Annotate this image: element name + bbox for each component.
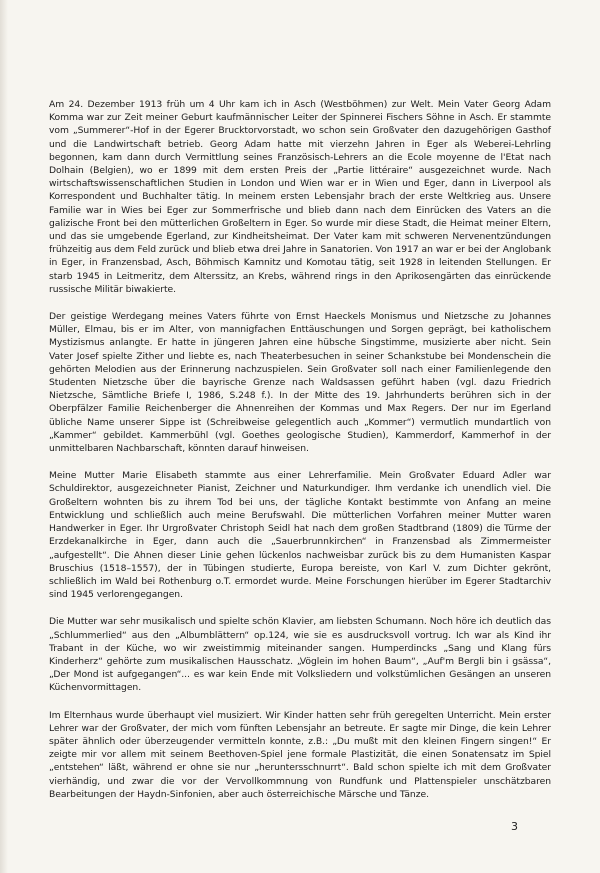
- paragraph-father-intellectual: Der geistige Werdegang meines Vaters führte von Ernst Haeckels Monismus und Nietzsche zu Johannes Müller, Elmau, bis er im Alter, von mannigfachen Enttäuschungen und Sorgen geprägt, bei katholischem Mystizismus anlangte. Er hatte in jüngeren Jahren eine hübsche Singstimme, musizierte aber nicht. Sein Vater Josef spielte Zither und liebte es, nach Theaterbesuchen in seiner Schankstube bei Mondenschein die gehörten Melodien aus der Erinnerung nachzuspielen. Sein Großvater soll nach einer Familienlegende den Studenten Nietzsche über die bayrische Grenze nach Waldsassen geführt haben (vgl. dazu Friedrich Nietzsche, Sämtliche Briefe I, 1986, S.248 f.). In der Mitte des 19. Jahrhunderts berühren sich in der Oberpfälzer Familie Reichenberger die Ahnenreihen der Kommas und Max Regers. Der nur im Egerland übliche Name unserer Sippe ist (Schreibweise gelegentlich auch „Kommer“) vermutlich mundartlich von „Kammer“ gebildet. Kammerbühl (vgl. Goethes geologische Studien), Kammerdorf, Kammerhof in der unmittelbaren Nachbarschaft, könnten darauf hinweisen.: [49, 311, 551, 455]
- paragraph-birth-and-father: Am 24. Dezember 1913 früh um 4 Uhr kam ich in Asch (Westböhmen) zur Welt. Mein Vater Georg Adam Komma war zur Zeit meiner Geburt kaufmännischer Leiter der Spinnerei Fischers Söhne in Asch. Er stammte vom „Summerer“-Hof in der Egerer Brucktorvorstadt, wo schon sein Großvater den dazugehörigen Gasthof und die Landwirtschaft betrieb. Georg Adam hatte mit vierzehn Jahren in Eger als Weberei-Lehrling begonnen, kam dann durch Vermittlung seines Französisch-Lehrers an die Ecole moyenne de l'Etat nach Dolhain (Belgien), wo er 1899 mit dem ersten Preis der „Partie littéraire“ ausgezeichnet wurde. Nach wirtschaftswissenschaftlichen Studien in London und Wien war er in Wien und Eger, dann in Liverpool als Korrespondent und Buchhalter tätig. In meinem ersten Lebensjahr brach der erste Weltkrieg aus. Unsere Familie war in Wies bei Eger zur Sommerfrische und blieb dann nach dem Einrücken des Vaters an die galizische Front bei den mütterlichen Großeltern in Eger. So wurde mir diese Stadt, die Heimat meiner Eltern, und das sie umgebende Egerland, zur Kindheitsheimat. Der Vater kam mit schweren Nervenentzündungen frühzeitig aus dem Feld zurück und blieb etwa drei Jahre in Sanatorien. Von 1917 an war er bei der Anglobank in Eger, in Franzensbad, Asch, Böhmisch Kamnitz und Komotau tätig, seit 1928 in leitenden Stellungen. Er starb 1945 in Leitmeritz, dem Alterssitz, an Krebs, während rings in den Aprikosengärten das einrückende russische Militär biwakierte.: [49, 99, 551, 295]
- scan-edge-shadow: [0, 0, 8, 873]
- paragraph-home-music: Im Elternhaus wurde überhaupt viel musiziert. Wir Kinder hatten sehr früh geregelten Unterricht. Mein erster Lehrer war der Großvater, der mich vom fünften Lebensjahr an betreute. Er sagte mir Dinge, die kein Lehrer später ähnlich oder überzeugender vermitteln konnte, z.B.: „Du mußt mit den kleinen Fingern singen!“ Er zeigte mir vor allem mit seinem Beethoven-Spiel jene formale Plastizität, die einen Sonatensatz im Spiel „entstehen“ läßt, während er ohne sie nur „heruntersschnurrt“. Bald schon spielte ich mit dem Großvater vierhändig, und zwar die vor der Vervollkommnung von Rundfunk und Plattenspieler unschätzbaren Bearbeitungen der Haydn-Sinfonien, aber auch österreichische Märsche und Tänze.: [49, 709, 551, 800]
- body-text: [49, 98, 551, 815]
- paragraph-mother-music: Die Mutter war sehr musikalisch und spielte schön Klavier, am liebsten Schumann. Noch höre ich deutlich das „Schlummerlied“ aus den „Albumblättern“ op.124, wie sie es ausdrucksvoll vortrug. Ich war als Kind ihr Trabant in der Küche, wo wir zweistimmig miteinander sangen. Humperdincks „Sang und Klang fürs Kinderherz“ gehörte zum musikalischen Hausschatz. „Vöglein im hohen Baum“, „Auf'm Bergli bin i gsässa“, „Der Mond ist aufgegangen“... es war kein Ende mit Volksliedern und volkstümlichen Gesängen an unseren Küchenvormittagen.: [49, 616, 551, 694]
- paragraph-mother-family: Meine Mutter Marie Elisabeth stammte aus einer Lehrerfamilie. Mein Großvater Eduard Adler war Schuldirektor, ausgezeichneter Pianist, Zeichner und Naturkundiger. Ihm verdanke ich unendlich viel. Die Großeltern wohnten bis zu ihrem Tod bei uns, der tägliche Kontakt bestimmte von Anfang an meine Entwicklung und schließlich auch meine Berufswahl. Die mütterlichen Vorfahren meiner Mutter waren Handwerker in Eger. Ihr Urgroßvater Christoph Seidl hat nach dem großen Stadtbrand (1809) die Türme der Erzdekanalkirche in Eger, dann auch die „Sauerbrunnkirchen“ in Franzensbad als Zimmermeister „aufgestellt“. Die Ahnen dieser Linie gehen lückenlos nachweisbar zurück bis zu dem Humanisten Kaspar Bruschius (1518–1557), der in Tübingen studierte, Europa bereiste, von Karl V. zum Dichter gekrönt, schließlich im Wald bei Rothenburg o.T. ermordet wurde. Meine Forschungen hierüber im Egerer Stadtarchiv sind 1945 verlorengegangen.: [49, 470, 551, 601]
- page-number: 3: [511, 820, 518, 833]
